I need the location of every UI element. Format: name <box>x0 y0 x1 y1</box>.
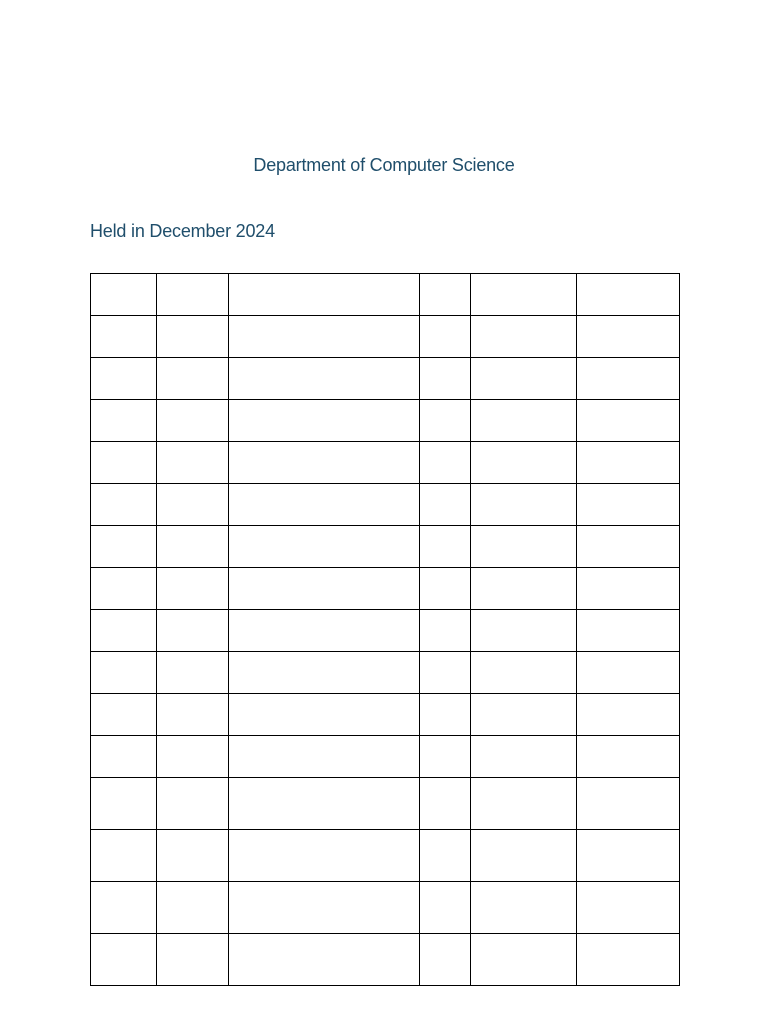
section-heading: Held in December 2024 <box>90 221 275 241</box>
table-cell <box>577 568 680 610</box>
table-cell <box>91 274 157 316</box>
table-cell <box>157 274 229 316</box>
table-row <box>91 610 680 652</box>
table-cell <box>471 484 577 526</box>
table-cell <box>91 316 157 358</box>
table-cell <box>420 442 471 484</box>
table-cell <box>471 736 577 778</box>
table-cell <box>91 442 157 484</box>
table-cell <box>229 736 420 778</box>
table-cell <box>577 610 680 652</box>
table-cell <box>471 830 577 882</box>
table-cell <box>91 610 157 652</box>
table-row <box>91 882 680 934</box>
table-cell <box>91 568 157 610</box>
table-row <box>91 736 680 778</box>
table-cell <box>420 358 471 400</box>
table-row <box>91 400 680 442</box>
table-cell <box>229 934 420 986</box>
table-cell <box>229 526 420 568</box>
table-cell <box>577 400 680 442</box>
table-cell <box>577 274 680 316</box>
table-row <box>91 830 680 882</box>
table-cell <box>471 400 577 442</box>
table-cell <box>577 830 680 882</box>
table-cell <box>157 526 229 568</box>
table-cell <box>420 736 471 778</box>
table-cell <box>471 568 577 610</box>
table-cell <box>229 568 420 610</box>
table-cell <box>471 778 577 830</box>
table-cell <box>420 526 471 568</box>
table-cell <box>577 358 680 400</box>
table-cell <box>229 830 420 882</box>
table-cell <box>91 882 157 934</box>
table-cell <box>229 484 420 526</box>
table-row <box>91 652 680 694</box>
table-cell <box>157 694 229 736</box>
table-cell <box>91 934 157 986</box>
table-cell <box>577 882 680 934</box>
table-cell <box>229 652 420 694</box>
table-cell <box>91 830 157 882</box>
table-cell <box>91 526 157 568</box>
table-row <box>91 358 680 400</box>
table-cell <box>471 694 577 736</box>
table-cell <box>420 316 471 358</box>
table-cell <box>420 778 471 830</box>
table-cell <box>420 274 471 316</box>
table-cell <box>229 882 420 934</box>
table-cell <box>471 526 577 568</box>
table-cell <box>157 484 229 526</box>
table-cell <box>157 934 229 986</box>
table-cell <box>229 694 420 736</box>
table-cell <box>91 484 157 526</box>
table-cell <box>471 274 577 316</box>
table-cell <box>577 442 680 484</box>
table-row <box>91 316 680 358</box>
table-cell <box>471 610 577 652</box>
data-table <box>90 273 680 986</box>
table-cell <box>471 358 577 400</box>
table-cell <box>471 442 577 484</box>
table-cell <box>471 882 577 934</box>
table-cell <box>420 610 471 652</box>
table-cell <box>577 694 680 736</box>
table-cell <box>420 830 471 882</box>
table-cell <box>157 652 229 694</box>
table-row <box>91 442 680 484</box>
table-row <box>91 778 680 830</box>
table-cell <box>91 694 157 736</box>
table-cell <box>229 316 420 358</box>
table-cell <box>91 400 157 442</box>
table-cell <box>577 484 680 526</box>
table-cell <box>157 830 229 882</box>
table-row <box>91 568 680 610</box>
table-cell <box>577 316 680 358</box>
table-cell <box>91 358 157 400</box>
table-cell <box>157 316 229 358</box>
table-cell <box>420 934 471 986</box>
table-cell <box>229 442 420 484</box>
table-cell <box>420 652 471 694</box>
table-cell <box>577 778 680 830</box>
table-cell <box>157 442 229 484</box>
table-cell <box>91 652 157 694</box>
table-cell <box>420 484 471 526</box>
table-cell <box>157 882 229 934</box>
table-cell <box>420 568 471 610</box>
table-cell <box>157 778 229 830</box>
table-cell <box>91 736 157 778</box>
table-cell <box>229 610 420 652</box>
data-table-body <box>91 274 680 986</box>
table-row <box>91 274 680 316</box>
table-row <box>91 526 680 568</box>
table-cell <box>91 778 157 830</box>
table-row <box>91 934 680 986</box>
table-cell <box>157 400 229 442</box>
table-cell <box>157 568 229 610</box>
table-cell <box>229 358 420 400</box>
table-cell <box>157 358 229 400</box>
table-cell <box>577 934 680 986</box>
table-cell <box>157 736 229 778</box>
table-cell <box>420 882 471 934</box>
table-cell <box>420 400 471 442</box>
table-cell <box>577 652 680 694</box>
page-title: Department of Computer Science <box>253 155 515 175</box>
table-cell <box>229 400 420 442</box>
table-row <box>91 694 680 736</box>
table-cell <box>229 274 420 316</box>
table-cell <box>471 316 577 358</box>
table-cell <box>157 610 229 652</box>
table-cell <box>471 934 577 986</box>
table-cell <box>471 652 577 694</box>
table-cell <box>577 736 680 778</box>
table-cell <box>229 778 420 830</box>
table-cell <box>577 526 680 568</box>
table-row <box>91 484 680 526</box>
table-cell <box>420 694 471 736</box>
